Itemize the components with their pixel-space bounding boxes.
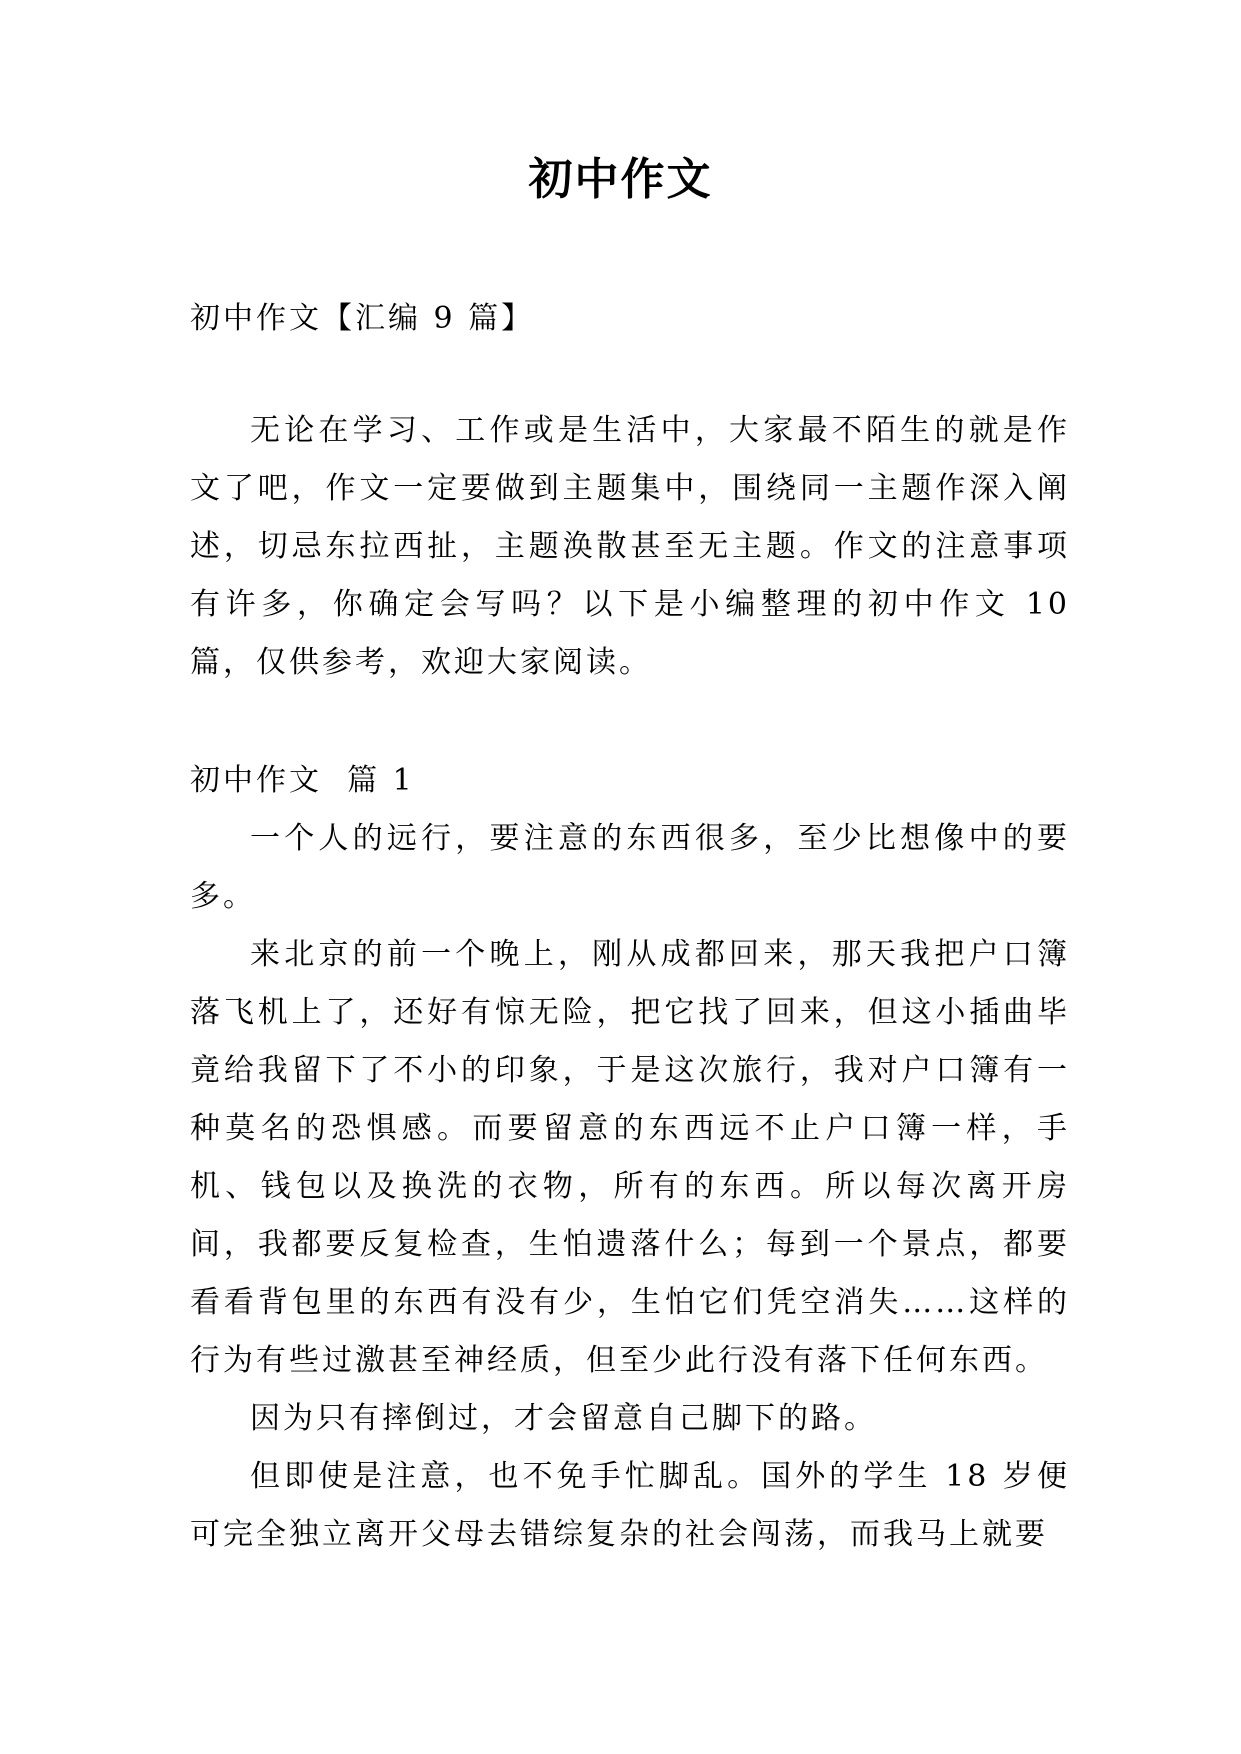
essay-paragraph: 来北京的前一个晚上，刚从成都回来，那天我把户口簿落飞机上了，还好有惊无险，把它找了回来，但这小插曲毕竟给我留下了不小的印象，于是这次旅行，我对户口簿有一种莫名的恐惧感。而要留意的东西远不止户口簿一样，手机、钱包以及换洗的衣物，所有的东西。所以每次离开房间，我都要反复检查，生怕遗落什么；每到一个景点，都要看看背包里的东西有没有少，生怕它们凭空消失……这样的行为有些过激甚至神经质，但至少此行没有落下任何东西。 [190,937,1070,1378]
section-heading: 初中作文 篇 1 [190,763,415,798]
intro-paragraph: 无论在学习、工作或是生活中，大家最不陌生的就是作文了吧，作文一定要做到主题集中，围绕同一主题作深入阐述，切忌东拉西扯，主题涣散甚至无主题。作文的注意事项有许多，你确定会写吗？以下是小编整理的初中作文 10 篇，仅供参考，欢迎大家阅读。 [190,413,1070,680]
essay-paragraph: 因为只有摔倒过，才会留意自己脚下的路。 [250,1401,877,1436]
section-heading-block [190,752,1070,810]
document-title: 初中作文 [528,154,713,205]
intro-block [190,402,1070,692]
essay-body [190,810,1070,1564]
document-subtitle: 初中作文【汇编 9 篇】 [190,301,535,336]
document-subtitle-block [190,290,1070,348]
essay-paragraph: 但即使是注意，也不免手忙脚乱。国外的学生 18 岁便可完全独立离开父母去错综复杂的社会闯荡，而我马上就要 [190,1459,1070,1552]
essay-paragraph: 一个人的远行，要注意的东西很多，至少比想像中的要多。 [190,821,1070,914]
